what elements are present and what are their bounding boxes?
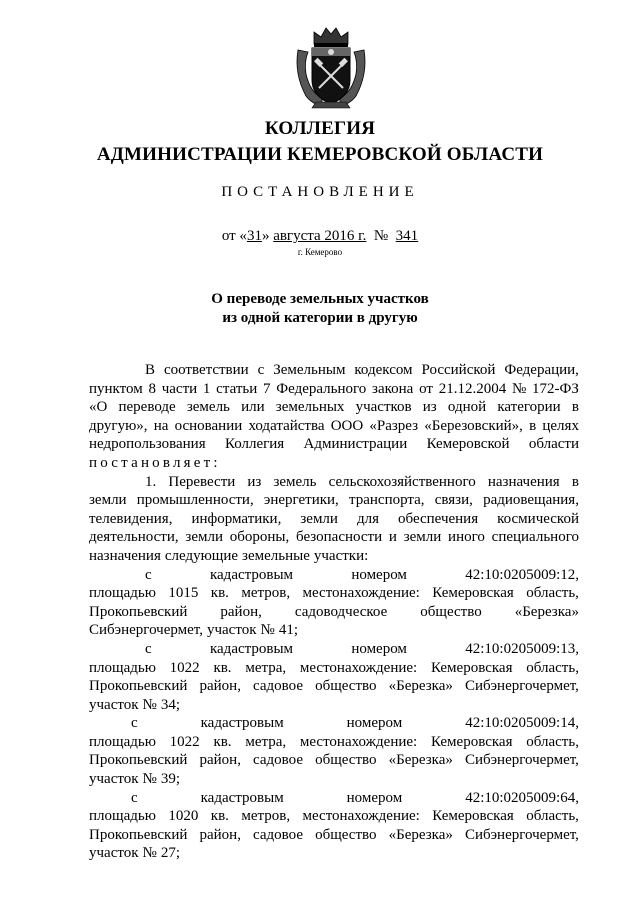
body-word: 8 xyxy=(148,380,156,397)
body-word: «Березовский», xyxy=(424,417,523,434)
body-line xyxy=(89,454,579,473)
body-line xyxy=(89,417,579,436)
body-word: 39; xyxy=(160,771,180,788)
body-word: 27; xyxy=(160,845,180,862)
date-day: 31 xyxy=(246,228,262,244)
body-word: следующие xyxy=(164,547,239,564)
body-word: энергетики, xyxy=(263,492,339,509)
body-word: 42:10:0205009:13, xyxy=(465,640,579,657)
body-word: или xyxy=(241,399,265,416)
body-word: «Березка» xyxy=(388,752,453,769)
body-word: участки: xyxy=(313,547,369,564)
body-word: закона xyxy=(372,380,414,397)
body-word: статьи xyxy=(216,380,258,397)
body-word: сельскохозяйственного xyxy=(328,473,476,490)
body-line xyxy=(89,696,579,715)
body-word: Прокопьевский xyxy=(89,678,188,695)
org-line-2: АДМИНИСТРАЦИИ КЕМЕРОВСКОЙ ОБЛАСТИ xyxy=(96,144,544,165)
body-word: № xyxy=(142,771,157,788)
document-type: ПОСТАНОВЛЕНИЕ xyxy=(221,184,419,200)
body-word: участок xyxy=(89,845,139,862)
body-word: Кемеровская xyxy=(430,659,513,676)
body-word: 34; xyxy=(160,696,180,713)
body-line xyxy=(89,770,579,789)
body-word: местонахождение: xyxy=(299,659,418,676)
body-line xyxy=(89,714,579,733)
body-word: Земельным xyxy=(273,362,346,378)
body-word: Федерального xyxy=(276,380,367,397)
body-word: метров, xyxy=(241,808,291,825)
body-word: участков xyxy=(355,399,412,416)
body-word: метра, xyxy=(245,733,287,750)
body-word: Сибэнергочермет, xyxy=(464,678,579,695)
body-line xyxy=(89,510,579,529)
body-line xyxy=(89,566,579,585)
body-word: Кемеровская xyxy=(432,808,514,825)
body-word: земли xyxy=(185,529,223,546)
body-word: безопасности xyxy=(296,529,383,546)
body-word: «Березка» xyxy=(388,678,453,695)
body-word: общество xyxy=(420,603,482,620)
body-word: садовое xyxy=(253,826,303,843)
body-word: назначения xyxy=(89,547,161,564)
body-word: № xyxy=(511,380,527,397)
body-word: В xyxy=(145,362,156,378)
body-word: кв. xyxy=(213,733,232,750)
body-word: район, xyxy=(220,603,262,620)
body-word: участок xyxy=(89,696,139,713)
body-word: 1. xyxy=(145,473,157,490)
body-word: Сибэнергочермет, xyxy=(464,826,579,843)
body-word: с xyxy=(257,362,265,378)
body-line xyxy=(89,621,579,640)
body-word: другую», xyxy=(89,417,148,434)
body-word: ООО xyxy=(330,417,364,434)
body-word: площадью xyxy=(89,659,156,676)
body-word: информатики, xyxy=(191,510,282,527)
body-word: транспорта, xyxy=(348,492,425,509)
body-word: «Разрез xyxy=(369,417,419,434)
body-word: деятельности, xyxy=(89,529,179,546)
body-word: кодексом xyxy=(354,362,413,378)
body-line xyxy=(89,380,579,399)
document-city: г. Кемерово xyxy=(297,247,343,257)
body-word: участок xyxy=(206,622,257,639)
body-word: Прокопьевский xyxy=(89,752,188,769)
body-word: Прокопьевский xyxy=(89,826,188,843)
body-line xyxy=(89,528,579,547)
body-word: от xyxy=(419,380,433,397)
body-word: область, xyxy=(526,659,579,676)
body-word: в xyxy=(529,417,537,434)
body-word: недропользования xyxy=(89,436,206,453)
subject-line-2: из одной категории в другую xyxy=(222,310,418,326)
body-word: метра, xyxy=(245,659,287,676)
body-word: радиовещания, xyxy=(483,492,579,509)
body-word: местонахождение: xyxy=(299,733,418,750)
body-line xyxy=(89,435,579,454)
document-body xyxy=(89,361,579,863)
body-word: 42:10:0205009:12, xyxy=(465,566,579,583)
body-word: садоводческое xyxy=(294,603,388,620)
body-word: область, xyxy=(526,585,579,602)
body-word: земель xyxy=(273,473,317,490)
body-word: специального xyxy=(491,529,579,546)
body-word: соответствии xyxy=(163,362,249,378)
body-word: площадью xyxy=(89,733,156,750)
body-word: общество xyxy=(315,752,377,769)
body-word: кадастровым xyxy=(209,566,294,583)
body-word: с xyxy=(131,715,138,732)
body-word: из xyxy=(247,473,262,490)
body-word: в xyxy=(571,473,579,490)
body-word: и xyxy=(388,529,397,546)
body-word: с xyxy=(131,789,138,806)
body-word: метров, xyxy=(241,585,291,602)
number-sign: № xyxy=(373,228,389,244)
body-word: 1020 xyxy=(168,808,199,825)
body-word: Кемеровской xyxy=(426,436,510,453)
body-word: номером xyxy=(351,566,407,583)
body-word: иного xyxy=(448,529,485,546)
body-word: земельные xyxy=(242,547,310,564)
body-word: земельных xyxy=(275,399,345,416)
subject-line-1: О переводе земельных участков xyxy=(211,291,429,307)
body-word: назначения xyxy=(487,473,560,490)
body-word: 1015 xyxy=(168,585,199,602)
body-word: земли xyxy=(403,529,442,546)
body-word: садовое xyxy=(253,678,303,695)
body-word: ходатайства xyxy=(248,417,325,434)
body-word: основании xyxy=(174,417,243,434)
body-word: постановляет: xyxy=(89,454,221,471)
body-word: «О xyxy=(89,399,108,416)
body-word: 42:10:0205009:64, xyxy=(465,789,579,806)
body-line xyxy=(89,547,579,566)
body-word: номером xyxy=(346,715,403,732)
body-word: район, xyxy=(199,678,241,695)
body-word: кадастровым xyxy=(200,789,284,806)
body-line xyxy=(89,603,579,622)
body-line xyxy=(89,677,579,696)
org-line-1: КОЛЛЕГИЯ xyxy=(264,118,376,139)
body-line xyxy=(89,844,579,863)
body-line xyxy=(89,584,579,603)
body-line xyxy=(89,826,579,845)
body-word: № xyxy=(142,696,157,713)
body-word: для xyxy=(356,510,379,527)
body-word: № xyxy=(142,845,157,862)
body-word: «Березка» xyxy=(388,826,453,843)
body-word: район, xyxy=(199,826,241,843)
body-word: Сибэнергочермет, xyxy=(89,622,203,639)
body-word: 1022 xyxy=(169,733,200,750)
body-word: кв. xyxy=(210,585,229,602)
body-word: Сибэнергочермет, xyxy=(464,752,579,769)
body-word: Администрации xyxy=(303,436,408,453)
body-word: одной xyxy=(447,399,487,416)
body-word: общество xyxy=(315,678,377,695)
body-word: земли xyxy=(300,510,338,527)
body-word: район, xyxy=(199,752,241,769)
body-word: область, xyxy=(526,733,579,750)
body-word: части xyxy=(161,380,198,397)
body-word: в xyxy=(571,399,579,416)
body-line xyxy=(89,751,579,770)
body-word: Российской xyxy=(421,362,496,378)
body-word: целях xyxy=(542,417,579,434)
body-word: 42:10:0205009:14, xyxy=(465,715,579,732)
body-word: площадью xyxy=(89,808,156,825)
body-word: номером xyxy=(351,640,407,657)
body-word: переводе xyxy=(118,399,176,416)
body-word: общество xyxy=(315,826,377,843)
body-word: с xyxy=(145,566,152,583)
body-word: садовое xyxy=(253,752,303,769)
body-line xyxy=(89,361,579,380)
body-word: связи, xyxy=(434,492,473,509)
body-word: местонахождение: xyxy=(302,808,420,825)
body-word: космической xyxy=(497,510,579,527)
body-word: кадастровым xyxy=(209,640,294,657)
body-word: область, xyxy=(526,808,579,825)
body-word: земель xyxy=(186,399,230,416)
body-word: с xyxy=(145,640,152,657)
body-word: местонахождение: xyxy=(302,585,420,602)
body-word: кв. xyxy=(213,659,232,676)
body-line xyxy=(89,659,579,678)
body-word: 7 xyxy=(263,380,271,397)
body-word: Кемеровская xyxy=(430,733,513,750)
body-word: категории xyxy=(497,399,561,416)
date-month-year: августа 2016 г. xyxy=(273,228,367,244)
date-prefix: от « xyxy=(221,228,247,244)
body-word: телевидения, xyxy=(89,510,173,527)
document-dateline xyxy=(0,228,640,245)
body-word: площадью xyxy=(89,585,156,602)
body-word: 21.12.2004 xyxy=(438,380,507,397)
document-number: 341 xyxy=(395,228,419,244)
body-word: участок xyxy=(89,771,139,788)
body-word: кв. xyxy=(210,808,229,825)
body-word: промышленности, xyxy=(136,492,254,509)
body-word: обороны, xyxy=(229,529,290,546)
date-mid: » xyxy=(261,228,274,244)
body-word: Перевести xyxy=(168,473,236,490)
body-line xyxy=(89,491,579,510)
body-word: «Березка» xyxy=(514,603,579,620)
body-word: Кемеровская xyxy=(432,585,514,602)
body-word: Федерации, xyxy=(504,362,579,378)
body-line xyxy=(89,733,579,752)
body-word: Прокопьевский xyxy=(89,603,188,620)
body-word: на xyxy=(153,417,169,434)
body-line xyxy=(89,640,579,659)
body-word: № xyxy=(260,622,275,639)
body-word: номером xyxy=(346,789,403,806)
body-word: кадастровым xyxy=(200,715,284,732)
coat-of-arms-icon xyxy=(292,24,370,110)
body-line xyxy=(89,789,579,808)
body-word: 1 xyxy=(202,380,211,397)
body-line xyxy=(89,473,579,492)
body-word: 172-ФЗ xyxy=(532,380,579,397)
body-line xyxy=(89,398,579,417)
body-word: области xyxy=(528,436,579,453)
body-word: из xyxy=(422,399,437,416)
body-word: 1022 xyxy=(169,659,200,676)
body-word: Коллегия xyxy=(224,436,285,453)
body-word: обеспечения xyxy=(398,510,479,527)
body-word: земли xyxy=(89,492,127,509)
body-line xyxy=(89,807,579,826)
body-word: пунктом xyxy=(89,380,143,397)
body-word: 41; xyxy=(278,622,298,639)
